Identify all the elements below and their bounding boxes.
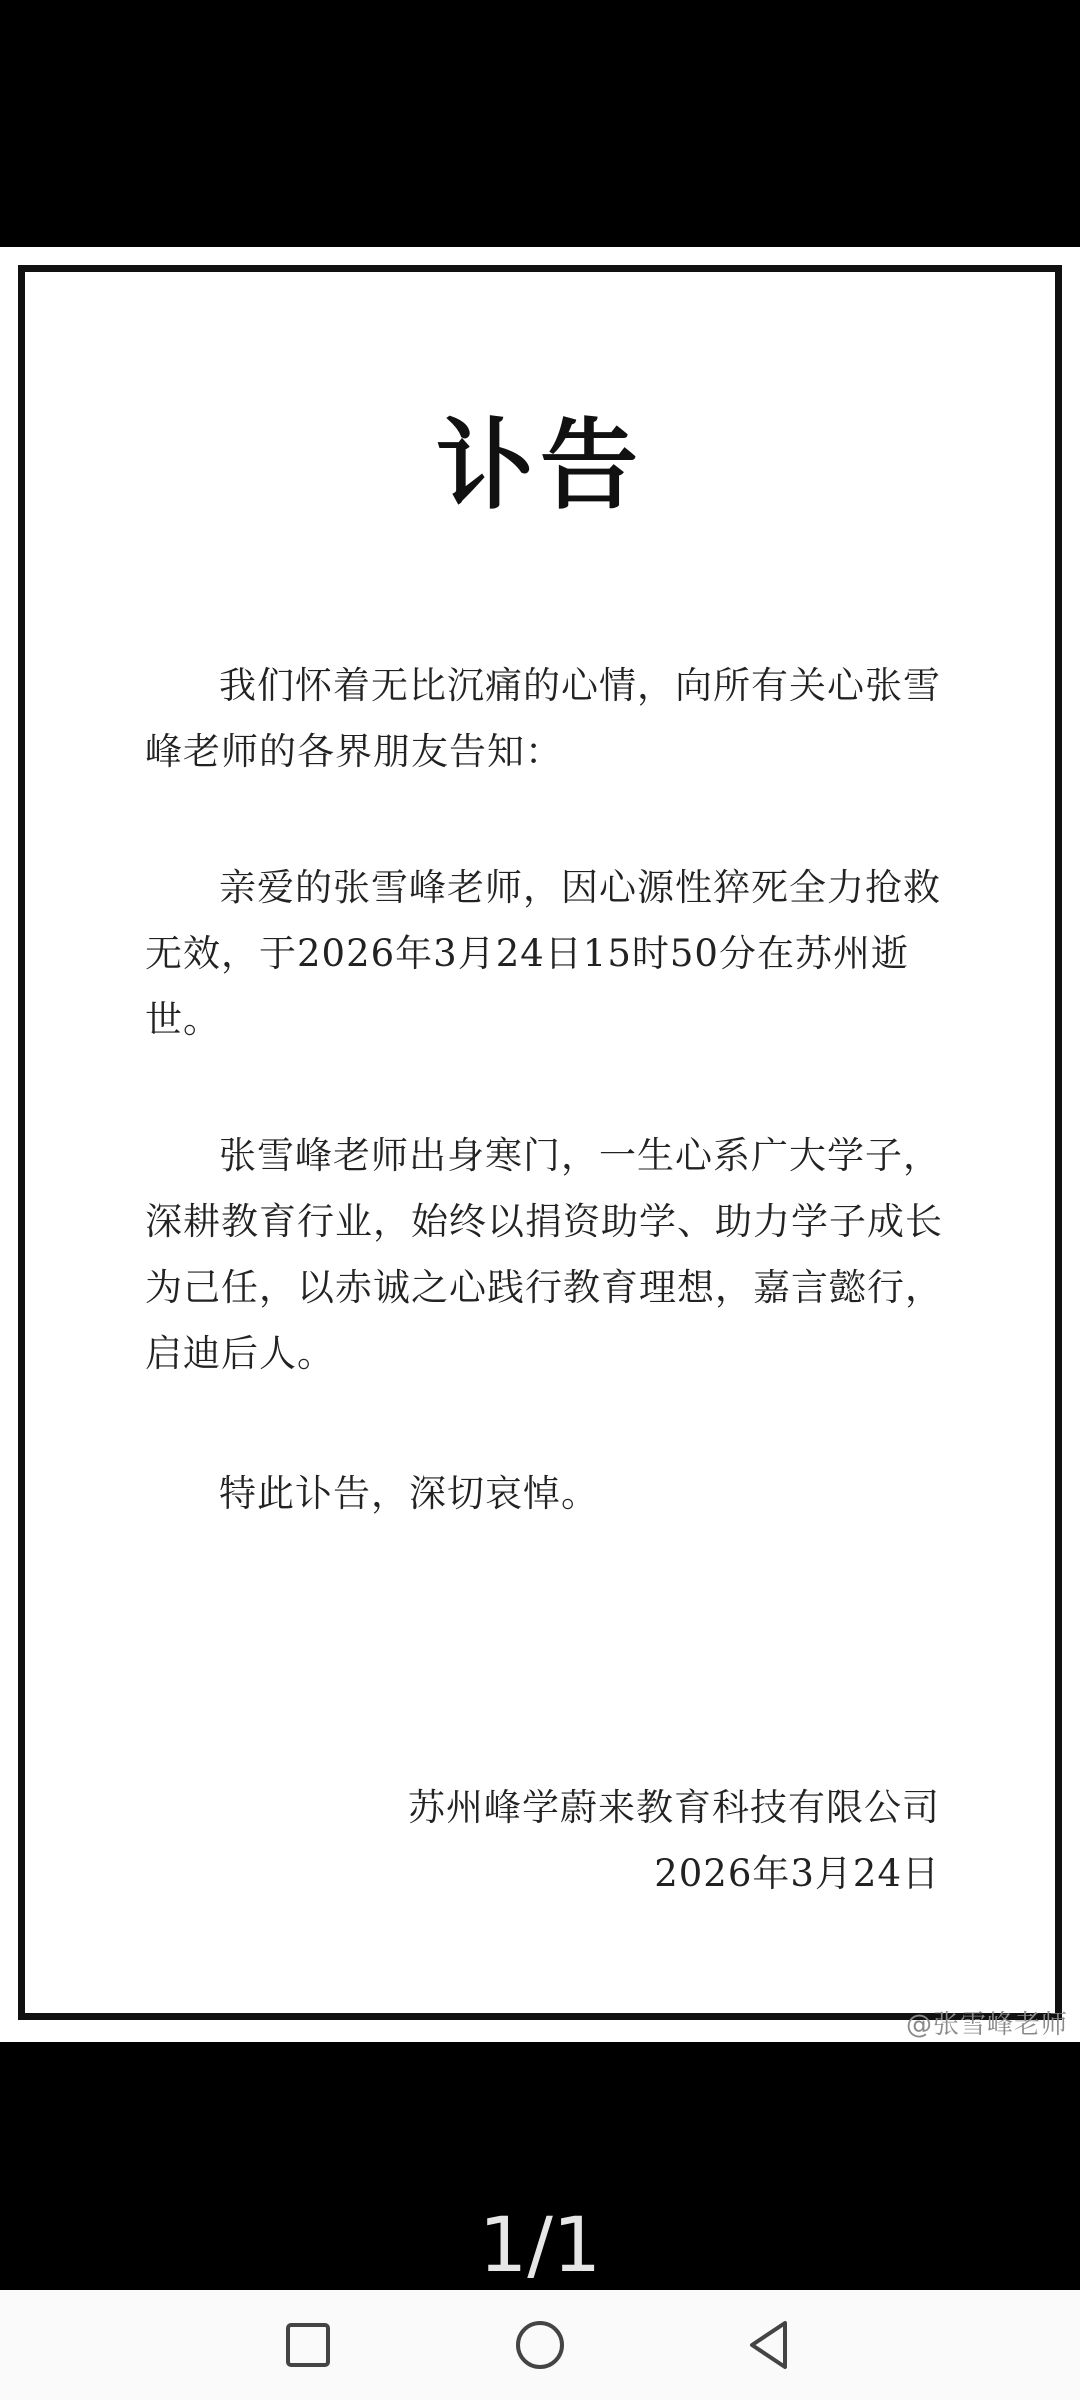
home-icon[interactable] [505,2310,575,2380]
obituary-image[interactable] [0,247,1080,2042]
signature-block [408,1775,940,1907]
paragraph-biography: 张雪峰老师出身寒门，一生心系广大学子，深耕教育行业，始终以捐资助学、助力学子成长为己任，以赤诚之心践行教育理想，嘉言懿行，启迪后人。 [145,1134,943,1375]
watermark: @张雪峰老师 [905,2010,1068,2040]
system-navigation-bar [0,2290,1080,2400]
page-counter: 1/1 [478,2200,602,2289]
obituary-title: 讣告 [435,409,644,523]
paragraph-intro: 我们怀着无比沉痛的心情，向所有关心张雪峰老师的各界朋友告知： [145,664,941,773]
notice-date: 2026年3月24日 [654,1852,940,1895]
recent-apps-icon[interactable] [273,2310,343,2380]
company-name: 苏州峰学蔚来教育科技有限公司 [408,1786,940,1829]
back-icon[interactable] [735,2310,805,2380]
paragraph-death: 亲爱的张雪峰老师，因心源性猝死全力抢救无效，于2026年3月24日15时50分在苏州逝世。 [145,866,941,1041]
paragraph-closing: 特此讣告，深切哀悼。 [219,1472,599,1515]
